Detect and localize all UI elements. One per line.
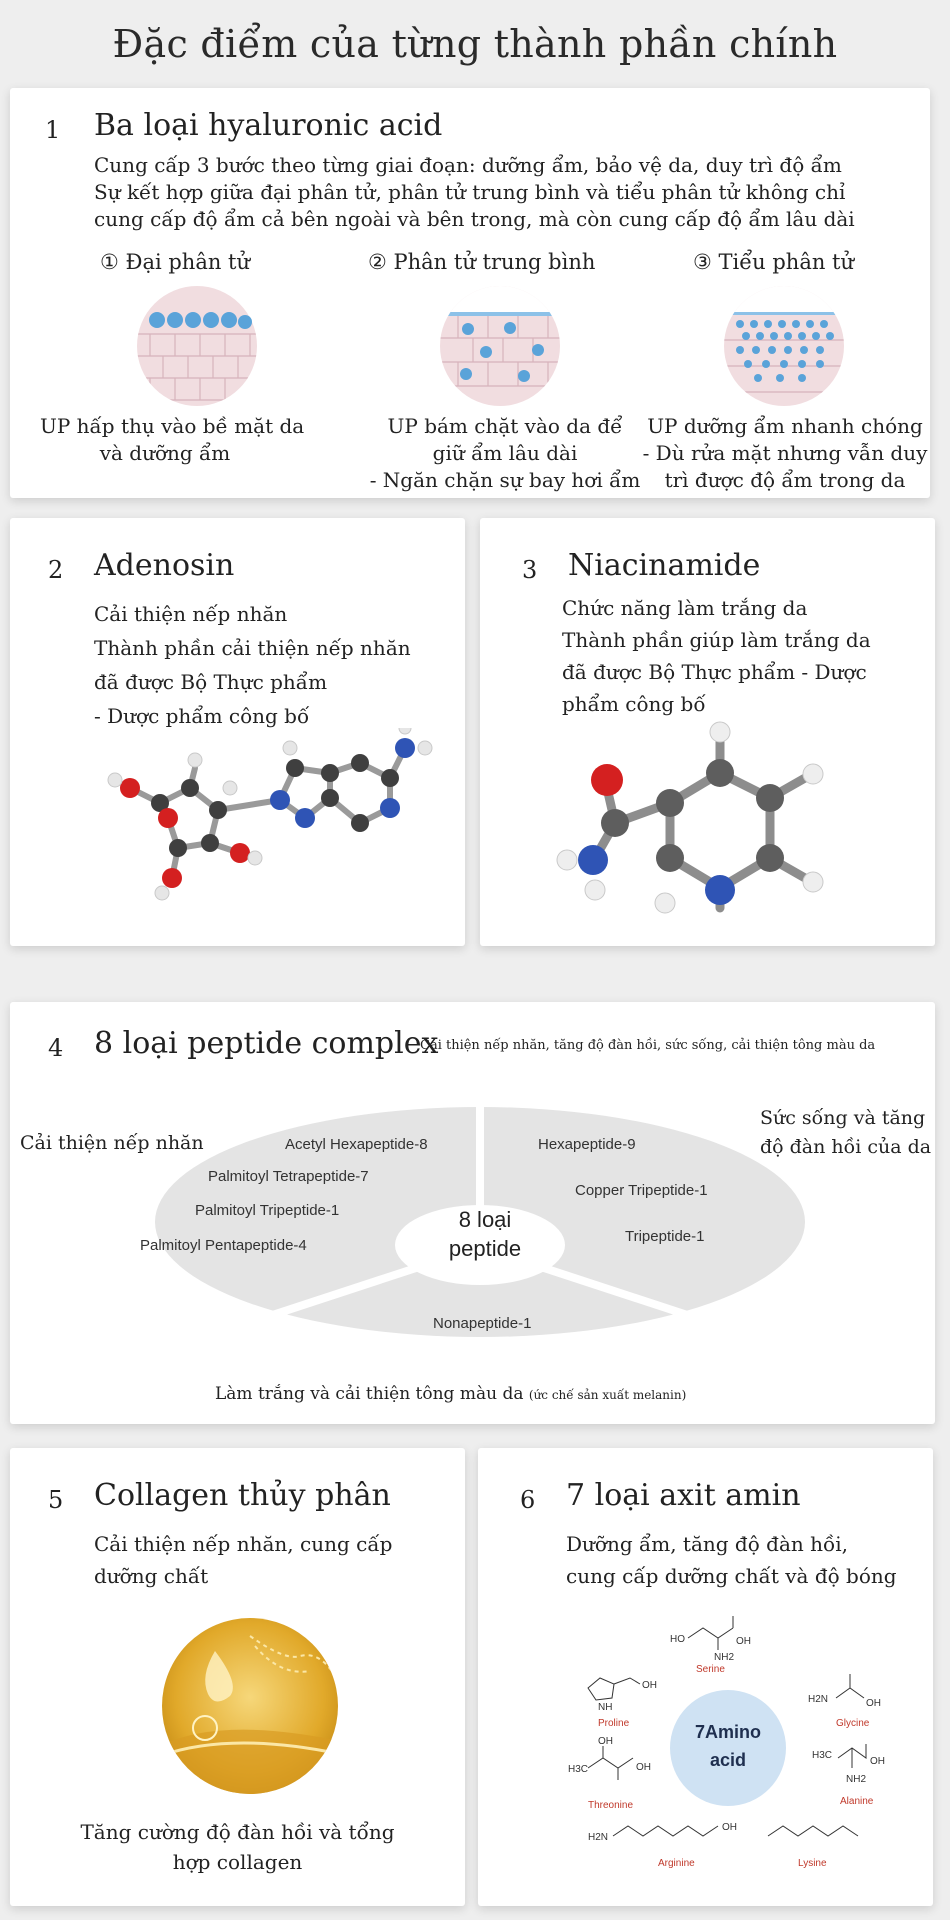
collagen-caption: hợp collagen bbox=[172, 1850, 303, 1874]
svg-text:OH: OH bbox=[636, 1762, 651, 1773]
item-caption: giữ ẩm lâu dài bbox=[432, 441, 578, 465]
amino-label: Lysine bbox=[798, 1858, 827, 1869]
desc-line: cung cấp độ ẩm cả bên ngoài và bên trong, mà còn cung cấp độ ẩm lâu dài bbox=[94, 207, 855, 231]
amino-label: Serine bbox=[696, 1664, 725, 1675]
left-label: Cải thiện nếp nhăn bbox=[20, 1132, 204, 1154]
peptide-label: Nonapeptide-1 bbox=[433, 1315, 532, 1332]
item-caption: và dưỡng ẩm bbox=[99, 441, 231, 465]
section-heading: Adenosin bbox=[94, 548, 235, 583]
svg-text:NH: NH bbox=[598, 1702, 613, 1713]
desc-line: đã được Bộ Thực phẩm - Dược bbox=[562, 660, 867, 684]
bottom-label-note: (ức chế sản xuất melanin) bbox=[528, 1388, 687, 1402]
svg-text:OH: OH bbox=[598, 1736, 613, 1747]
section-heading: 8 loại peptide complex bbox=[94, 1026, 439, 1061]
large-molecule-illustration bbox=[135, 284, 259, 408]
adenosin-card bbox=[10, 518, 465, 946]
amino-center-label: acid bbox=[709, 1750, 747, 1770]
section-number: 5 bbox=[48, 1486, 64, 1514]
adenosin-molecule-illustration bbox=[100, 728, 460, 928]
niacinamide-molecule-illustration bbox=[555, 718, 855, 918]
right-label: Sức sống và tăng bbox=[760, 1107, 926, 1129]
section-heading: 7 loại axit amin bbox=[566, 1478, 801, 1513]
amino-acid-card bbox=[478, 1448, 933, 1906]
peptide-label: Palmitoyl Tripeptide-1 bbox=[195, 1202, 340, 1219]
desc-line: đã được Bộ Thực phẩm bbox=[94, 670, 328, 694]
item-caption: UP dưỡng ẩm nhanh chóng bbox=[647, 414, 923, 438]
item-caption: - Ngăn chặn sự bay hơi ẩm bbox=[369, 468, 641, 492]
desc-line: Cải thiện nếp nhăn, cung cấp bbox=[94, 1532, 393, 1556]
peptide-label: Tripeptide-1 bbox=[625, 1228, 705, 1245]
item-title: ② Phân tử trung bình bbox=[368, 250, 596, 274]
peptide-label: Acetyl Hexapeptide-8 bbox=[285, 1136, 428, 1153]
desc-line: Cải thiện nếp nhăn bbox=[94, 602, 288, 626]
desc-line: phẩm công bố bbox=[562, 692, 706, 716]
collagen-card bbox=[10, 1448, 465, 1906]
medium-molecule-illustration bbox=[438, 284, 562, 408]
section-heading: Niacinamide bbox=[568, 548, 761, 583]
section-number: 1 bbox=[45, 116, 61, 144]
item-title: ③ Tiểu phân tử bbox=[693, 250, 854, 274]
amino-label: Proline bbox=[598, 1718, 630, 1729]
svg-text:OH: OH bbox=[736, 1636, 751, 1647]
section-heading: Collagen thủy phân bbox=[94, 1478, 391, 1513]
svg-text:OH: OH bbox=[642, 1680, 657, 1691]
desc-line: - Dược phẩm công bố bbox=[94, 704, 310, 728]
amino-label: Glycine bbox=[836, 1718, 870, 1729]
peptide-label: Copper Tripeptide-1 bbox=[575, 1182, 708, 1199]
section-tagline: Cải thiện nếp nhăn, tăng độ đàn hồi, sức sống, cải thiện tông màu da bbox=[420, 1038, 876, 1053]
svg-text:OH: OH bbox=[870, 1756, 885, 1767]
svg-text:H3C: H3C bbox=[568, 1764, 589, 1775]
section-heading: Ba loại hyaluronic acid bbox=[94, 108, 443, 143]
peptide-label: Palmitoyl Tetrapeptide-7 bbox=[208, 1168, 369, 1185]
amino-label: Threonine bbox=[588, 1800, 634, 1811]
section-number: 4 bbox=[48, 1034, 64, 1062]
svg-text:NH2: NH2 bbox=[846, 1774, 867, 1785]
small-molecule-illustration bbox=[722, 284, 846, 408]
item-caption: - Dù rửa mặt nhưng vẫn duy bbox=[642, 441, 928, 465]
peptide-label: Palmitoyl Pentapeptide-4 bbox=[140, 1237, 307, 1254]
center-label: peptide bbox=[448, 1236, 522, 1261]
item-title: ① Đại phân tử bbox=[100, 250, 251, 274]
section-number: 6 bbox=[520, 1486, 536, 1514]
amino-acid-diagram bbox=[518, 1598, 918, 1898]
desc-line: Cung cấp 3 bước theo từng giai đoạn: dưỡng ẩm, bảo vệ da, duy trì độ ẩm bbox=[94, 153, 842, 177]
collagen-caption: Tăng cường độ đàn hồi và tổng bbox=[80, 1820, 395, 1844]
amino-label: Alanine bbox=[840, 1796, 874, 1807]
svg-text:HO: HO bbox=[670, 1634, 685, 1645]
center-label: 8 loại bbox=[458, 1207, 512, 1232]
item-caption: UP bám chặt vào da để bbox=[387, 414, 623, 438]
svg-text:OH: OH bbox=[866, 1698, 881, 1709]
desc-line: Chức năng làm trắng da bbox=[562, 596, 808, 620]
amino-label: Arginine bbox=[658, 1858, 695, 1869]
page-title: Đặc điểm của từng thành phần chính bbox=[112, 22, 838, 66]
right-label: độ đàn hồi của da bbox=[760, 1136, 932, 1158]
desc-line: cung cấp dưỡng chất và độ bóng bbox=[566, 1564, 897, 1588]
svg-text:OH: OH bbox=[722, 1822, 737, 1833]
hyaluronic-card bbox=[10, 88, 930, 498]
desc-line: Thành phần cải thiện nếp nhăn bbox=[94, 636, 411, 660]
peptide-card bbox=[10, 1002, 935, 1424]
svg-text:NH2: NH2 bbox=[714, 1652, 735, 1663]
bottom-label bbox=[215, 1384, 686, 1404]
collagen-illustration bbox=[160, 1616, 340, 1796]
svg-text:H2N: H2N bbox=[808, 1694, 829, 1705]
desc-line: dưỡng chất bbox=[94, 1564, 209, 1588]
bottom-label-main: Làm trắng và cải thiện tông màu da bbox=[215, 1384, 524, 1404]
section-number: 3 bbox=[522, 556, 538, 584]
desc-line: Thành phần giúp làm trắng da bbox=[562, 628, 871, 652]
section-number: 2 bbox=[48, 556, 64, 584]
item-caption: trì được độ ẩm trong da bbox=[664, 468, 906, 492]
svg-text:H2N: H2N bbox=[588, 1832, 609, 1843]
svg-text:H3C: H3C bbox=[812, 1750, 833, 1761]
item-caption: UP hấp thụ vào bề mặt da bbox=[40, 414, 305, 438]
desc-line: Sự kết hợp giữa đại phân tử, phân tử trung bình và tiểu phân tử không chỉ bbox=[94, 180, 846, 204]
niacinamide-card bbox=[480, 518, 935, 946]
peptide-label: Hexapeptide-9 bbox=[538, 1136, 636, 1153]
amino-center-label: 7Amino bbox=[694, 1722, 762, 1742]
desc-line: Dưỡng ẩm, tăng độ đàn hồi, bbox=[566, 1532, 848, 1556]
